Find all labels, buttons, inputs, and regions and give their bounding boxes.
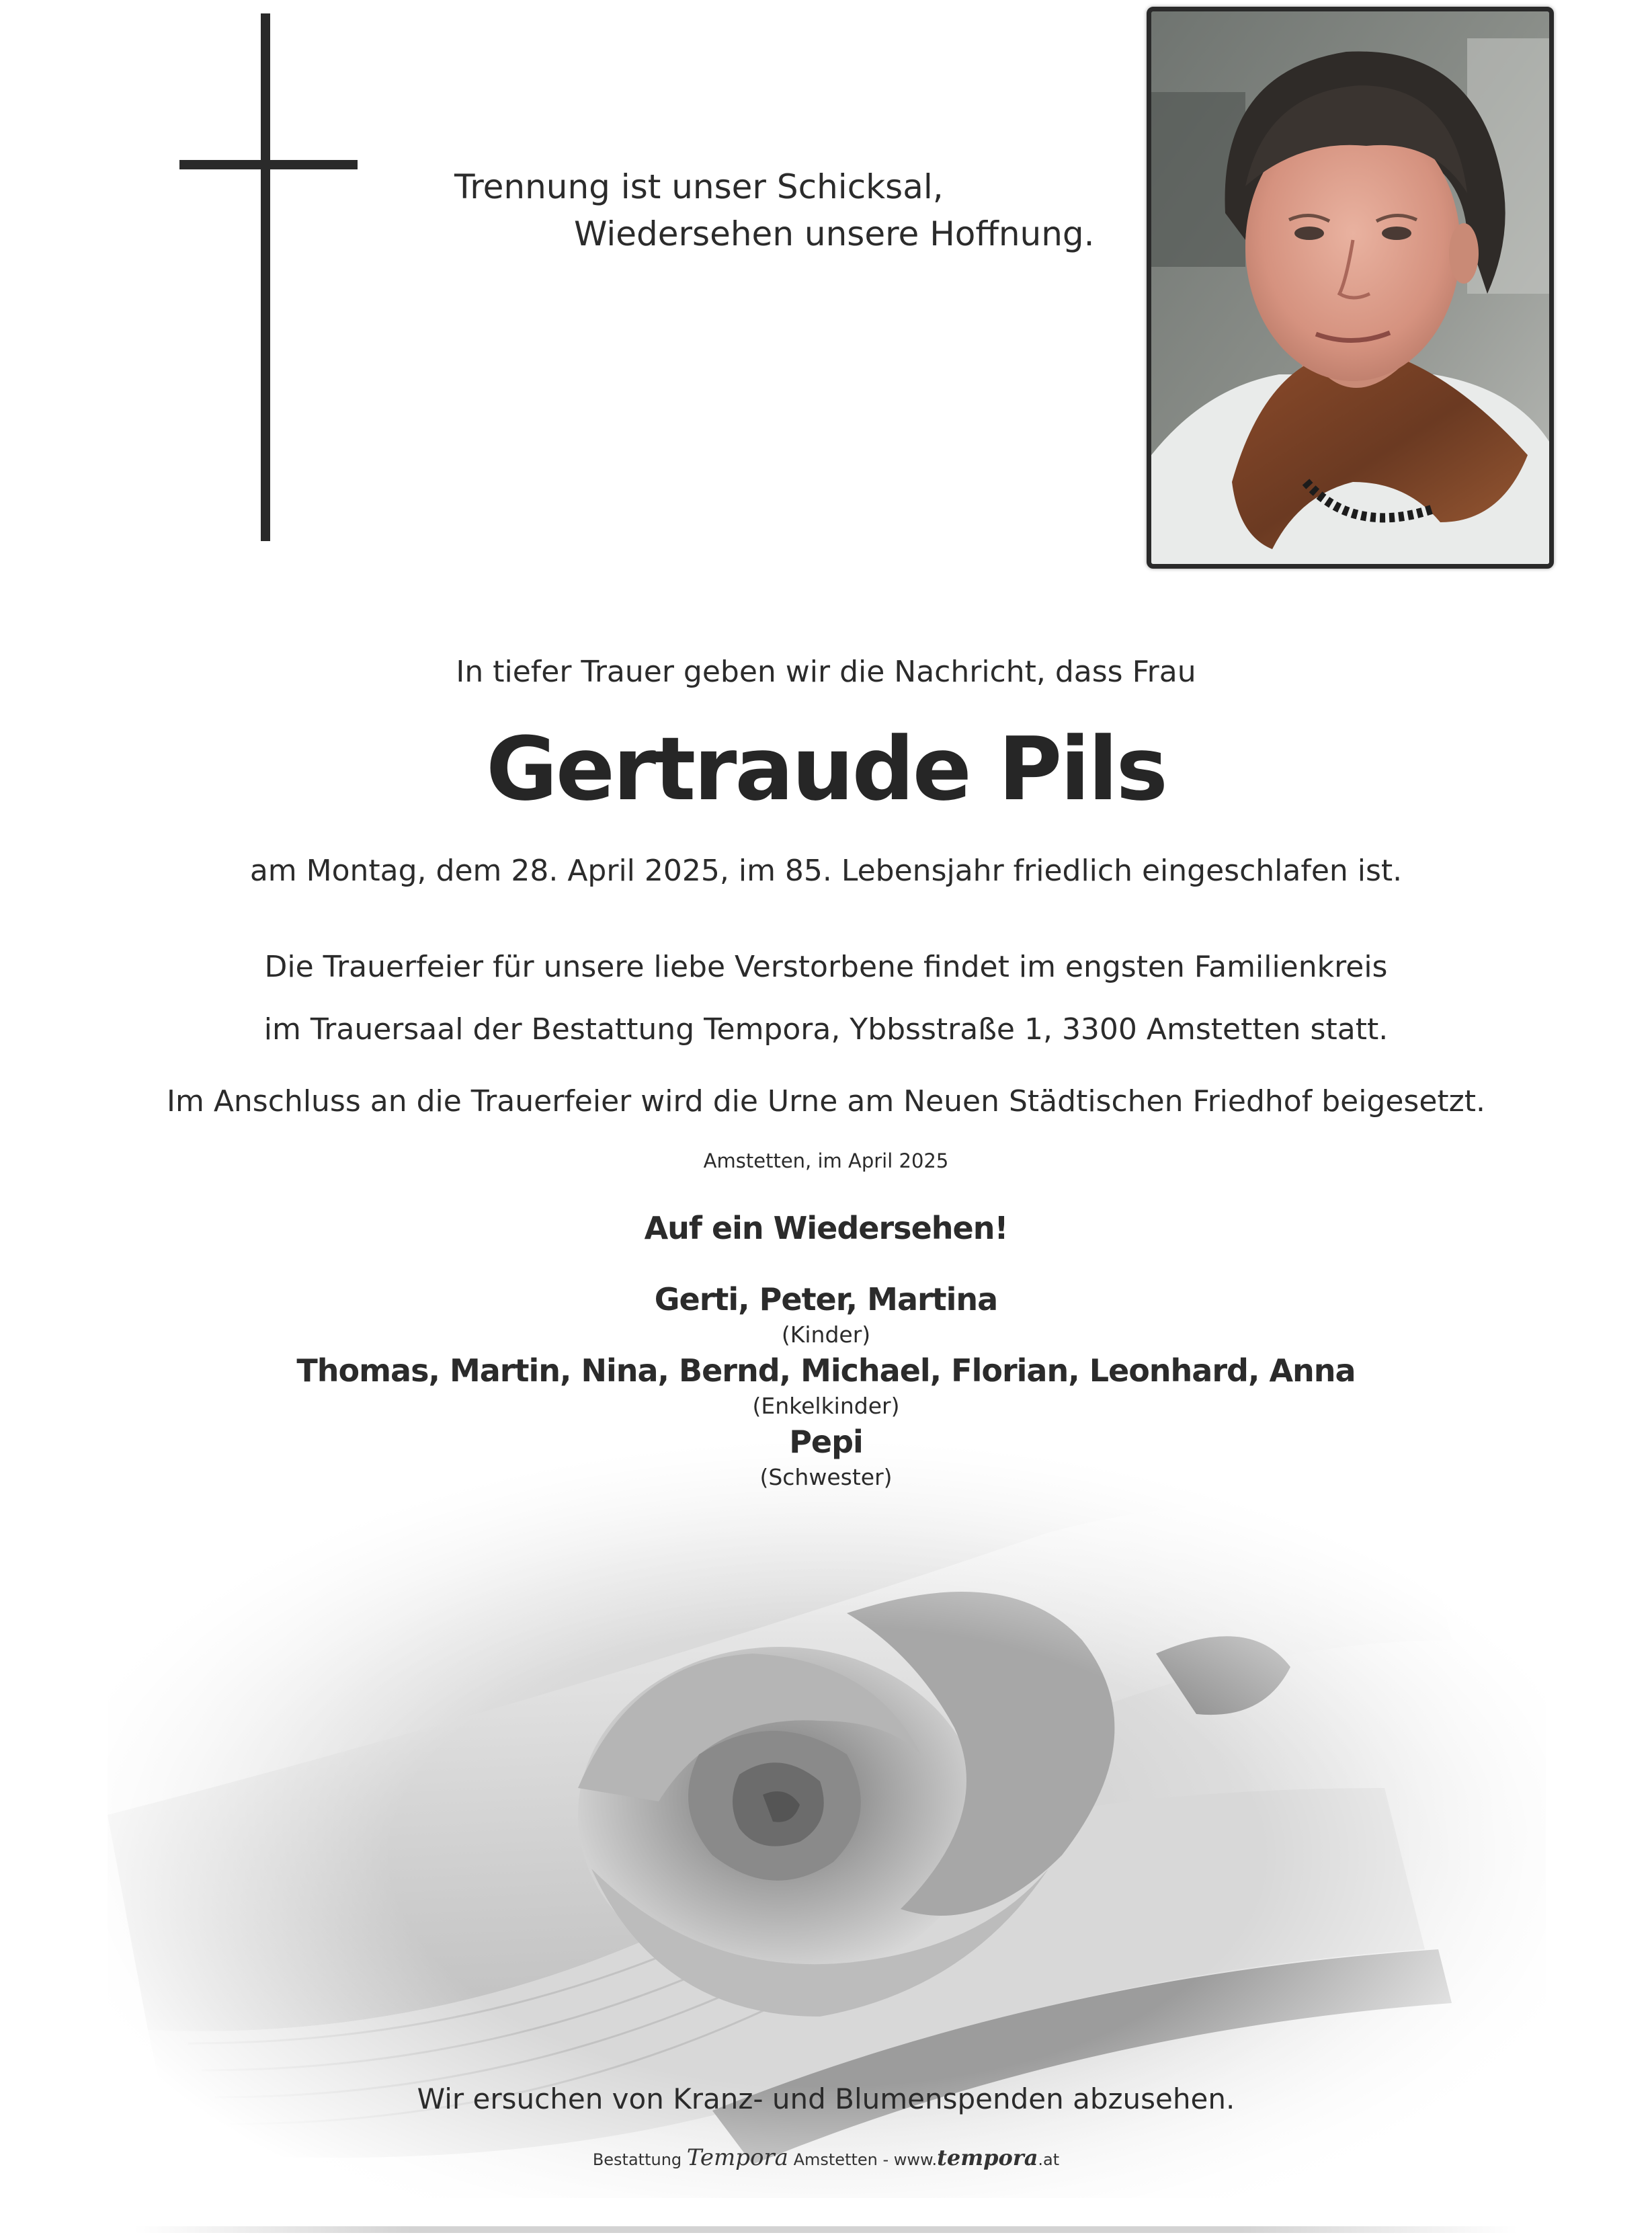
quote-line-1: Trennung ist unser Schicksal, [454,167,944,206]
quote-line-2: Wiedersehen unsere Hoffnung. [574,214,1095,253]
footer-credit [0,2144,1652,2171]
farewell-text: Auf ein Wiedersehen! [644,1210,1008,1246]
flower-donation-note: Wir ersuchen von Kranz- und Blumenspenden abzusehen. [417,2082,1235,2115]
footer-brand: Tempora [686,2144,788,2171]
cross-horizontal-bar [179,160,358,169]
bottom-divider [134,2226,1518,2233]
death-date-text: am Montag, dem 28. April 2025, im 85. Lebensjahr friedlich eingeschlafen ist. [249,854,1403,888]
ceremony-line-3: Im Anschluss an die Trauerfeier wird die Urne am Neuen Städtischen Friedhof beigesetzt. [167,1084,1485,1118]
mourner-names-grandchildren: Thomas, Martin, Nina, Bernd, Michael, Florian, Leonhard, Anna [296,1352,1356,1389]
footer-url-brand: tempora [937,2145,1038,2170]
mourner-names-children: Gerti, Peter, Martina [654,1281,998,1317]
mourner-relation-sister: (Schwester) [759,1464,893,1490]
place-date: Amstetten, im April 2025 [703,1149,949,1172]
footer-prefix: Bestattung [592,2150,682,2169]
footer-suffix: .at [1038,2150,1060,2169]
intro-text: In tiefer Trauer geben wir die Nachricht, dass Frau [456,655,1196,689]
mourner-names-sister: Pepi [789,1424,863,1460]
ceremony-line-2: im Trauersaal der Bestattung Tempora, Ybbsstraße 1, 3300 Amstetten statt. [263,1012,1389,1047]
ceremony-line-1: Die Trauerfeier für unsere liebe Verstorbene findet im engsten Familienkreis [264,950,1388,984]
mourner-relation-children: (Kinder) [781,1321,871,1348]
mourner-relation-grandchildren: (Enkelkinder) [752,1393,900,1419]
deceased-name: Gertraude Pils [486,718,1166,820]
footer-middle: Amstetten - www. [793,2150,938,2169]
portrait-photo [1147,7,1554,569]
cross-vertical-bar [261,13,270,541]
